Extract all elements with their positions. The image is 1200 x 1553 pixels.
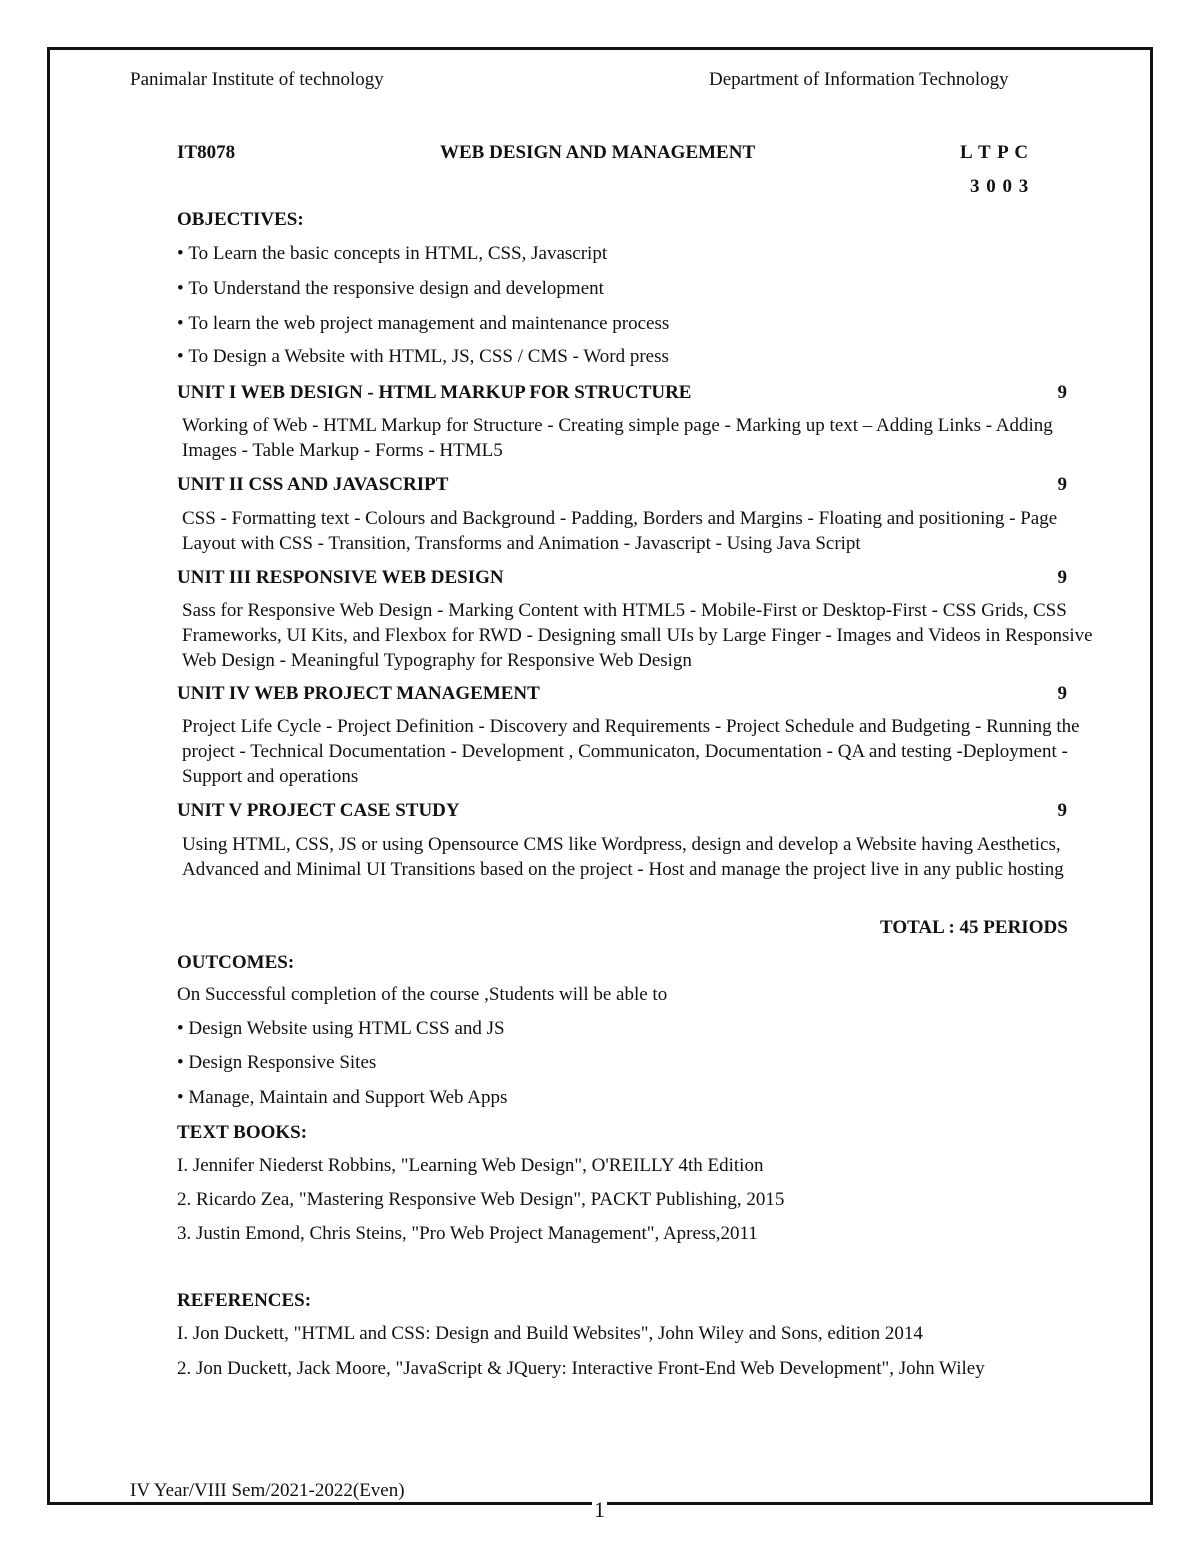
objectives-heading: OBJECTIVES: [177, 209, 304, 230]
institute-name: Panimalar Institute of technology [130, 69, 384, 90]
objective-item: • To learn the web project management and maintenance process [177, 313, 669, 335]
unit-heading [177, 567, 1067, 589]
outcome-item: • Design Responsive Sites [177, 1052, 376, 1074]
unit-periods: 9 [1057, 683, 1067, 704]
unit-periods: 9 [1057, 800, 1067, 821]
outcomes-intro: On Successful completion of the course ,Students will be able to [177, 984, 668, 1005]
textbook-item: I. Jennifer Niederst Robbins, "Learning Web Design", O'REILLY 4th Edition [177, 1155, 764, 1176]
outcome-item: • Design Website using HTML CSS and JS [177, 1018, 505, 1040]
unit-periods: 9 [1057, 382, 1067, 403]
unit-heading [177, 683, 1067, 705]
unit-title: UNIT III RESPONSIVE WEB DESIGN [177, 567, 504, 588]
unit-title: UNIT IV WEB PROJECT MANAGEMENT [177, 683, 540, 704]
objective-item: • To Learn the basic concepts in HTML, CSS, Javascript [177, 243, 607, 265]
reference-item: 2. Jon Duckett, Jack Moore, "JavaScript & JQuery: Interactive Front-End Web Development", John Wiley [177, 1358, 985, 1379]
unit-heading [177, 382, 1067, 404]
references-heading: REFERENCES: [177, 1290, 312, 1311]
outcomes-heading: OUTCOMES: [177, 952, 295, 973]
department-name: Department of Information Technology [709, 69, 1009, 90]
textbook-item: 3. Justin Emond, Chris Steins, "Pro Web Project Management", Apress,2011 [177, 1223, 758, 1244]
objective-item: • To Design a Website with HTML, JS, CSS / CMS - Word press [177, 346, 669, 368]
textbook-item: 2. Ricardo Zea, "Mastering Responsive Web Design", PACKT Publishing, 2015 [177, 1189, 785, 1210]
semester-footer: IV Year/VIII Sem/2021-2022(Even) [130, 1480, 405, 1501]
unit-content: Working of Web - HTML Markup for Structure - Creating simple page - Marking up text – Adding Links - Adding Images - Table Markup - Forms - HTML5 [182, 415, 1053, 461]
textbooks-heading: TEXT BOOKS: [177, 1122, 308, 1143]
unit-content: Using HTML, CSS, JS or using Opensource CMS like Wordpress, design and develop a Website having Aesthetics, Advanced and Minimal UI Transitions based on the project - Host and manage the project live in any public hosting [182, 834, 1064, 880]
reference-item: I. Jon Duckett, "HTML and CSS: Design and Build Websites", John Wiley and Sons, edition 2014 [177, 1323, 923, 1344]
unit-periods: 9 [1057, 567, 1067, 588]
unit-content: Project Life Cycle - Project Definition - Discovery and Requirements - Project Schedule and Budgeting - Running the project - Technical Documentation - Development , Communicaton, Documentation - QA and testing -Deployment - Support and operations [182, 716, 1080, 787]
outcome-item: • Manage, Maintain and Support Web Apps [177, 1087, 507, 1109]
unit-heading [177, 800, 1067, 822]
unit-title: UNIT II CSS AND JAVASCRIPT [177, 474, 449, 495]
unit-title: UNIT V PROJECT CASE STUDY [177, 800, 460, 821]
course-title: WEB DESIGN AND MANAGEMENT [440, 142, 756, 163]
unit-content: Sass for Responsive Web Design - Marking Content with HTML5 - Mobile-First or Desktop-First - CSS Grids, CSS Frameworks, UI Kits, and Flexbox for RWD - Designing small UIs by Large Finger - Images and Videos in Responsive Web Design - Meaningful Typography for Responsive Web Design [182, 600, 1093, 671]
unit-periods: 9 [1057, 474, 1067, 495]
objective-item: • To Understand the responsive design and development [177, 278, 604, 300]
page-number: 1 [594, 1497, 605, 1522]
unit-content: CSS - Formatting text - Colours and Background - Padding, Borders and Margins - Floating and positioning - Page Layout with CSS - Transition, Transforms and Animation - Javascript - Using Java Script [182, 508, 1058, 554]
course-code: IT8078 [177, 142, 236, 163]
total-periods: TOTAL : 45 PERIODS [880, 917, 1068, 938]
unit-heading [177, 474, 1067, 496]
unit-title: UNIT I WEB DESIGN - HTML MARKUP FOR STRUCTURE [177, 382, 692, 403]
ltpc-label: L T P C [960, 142, 1030, 163]
ltpc-values: 3 0 0 3 [970, 176, 1030, 197]
